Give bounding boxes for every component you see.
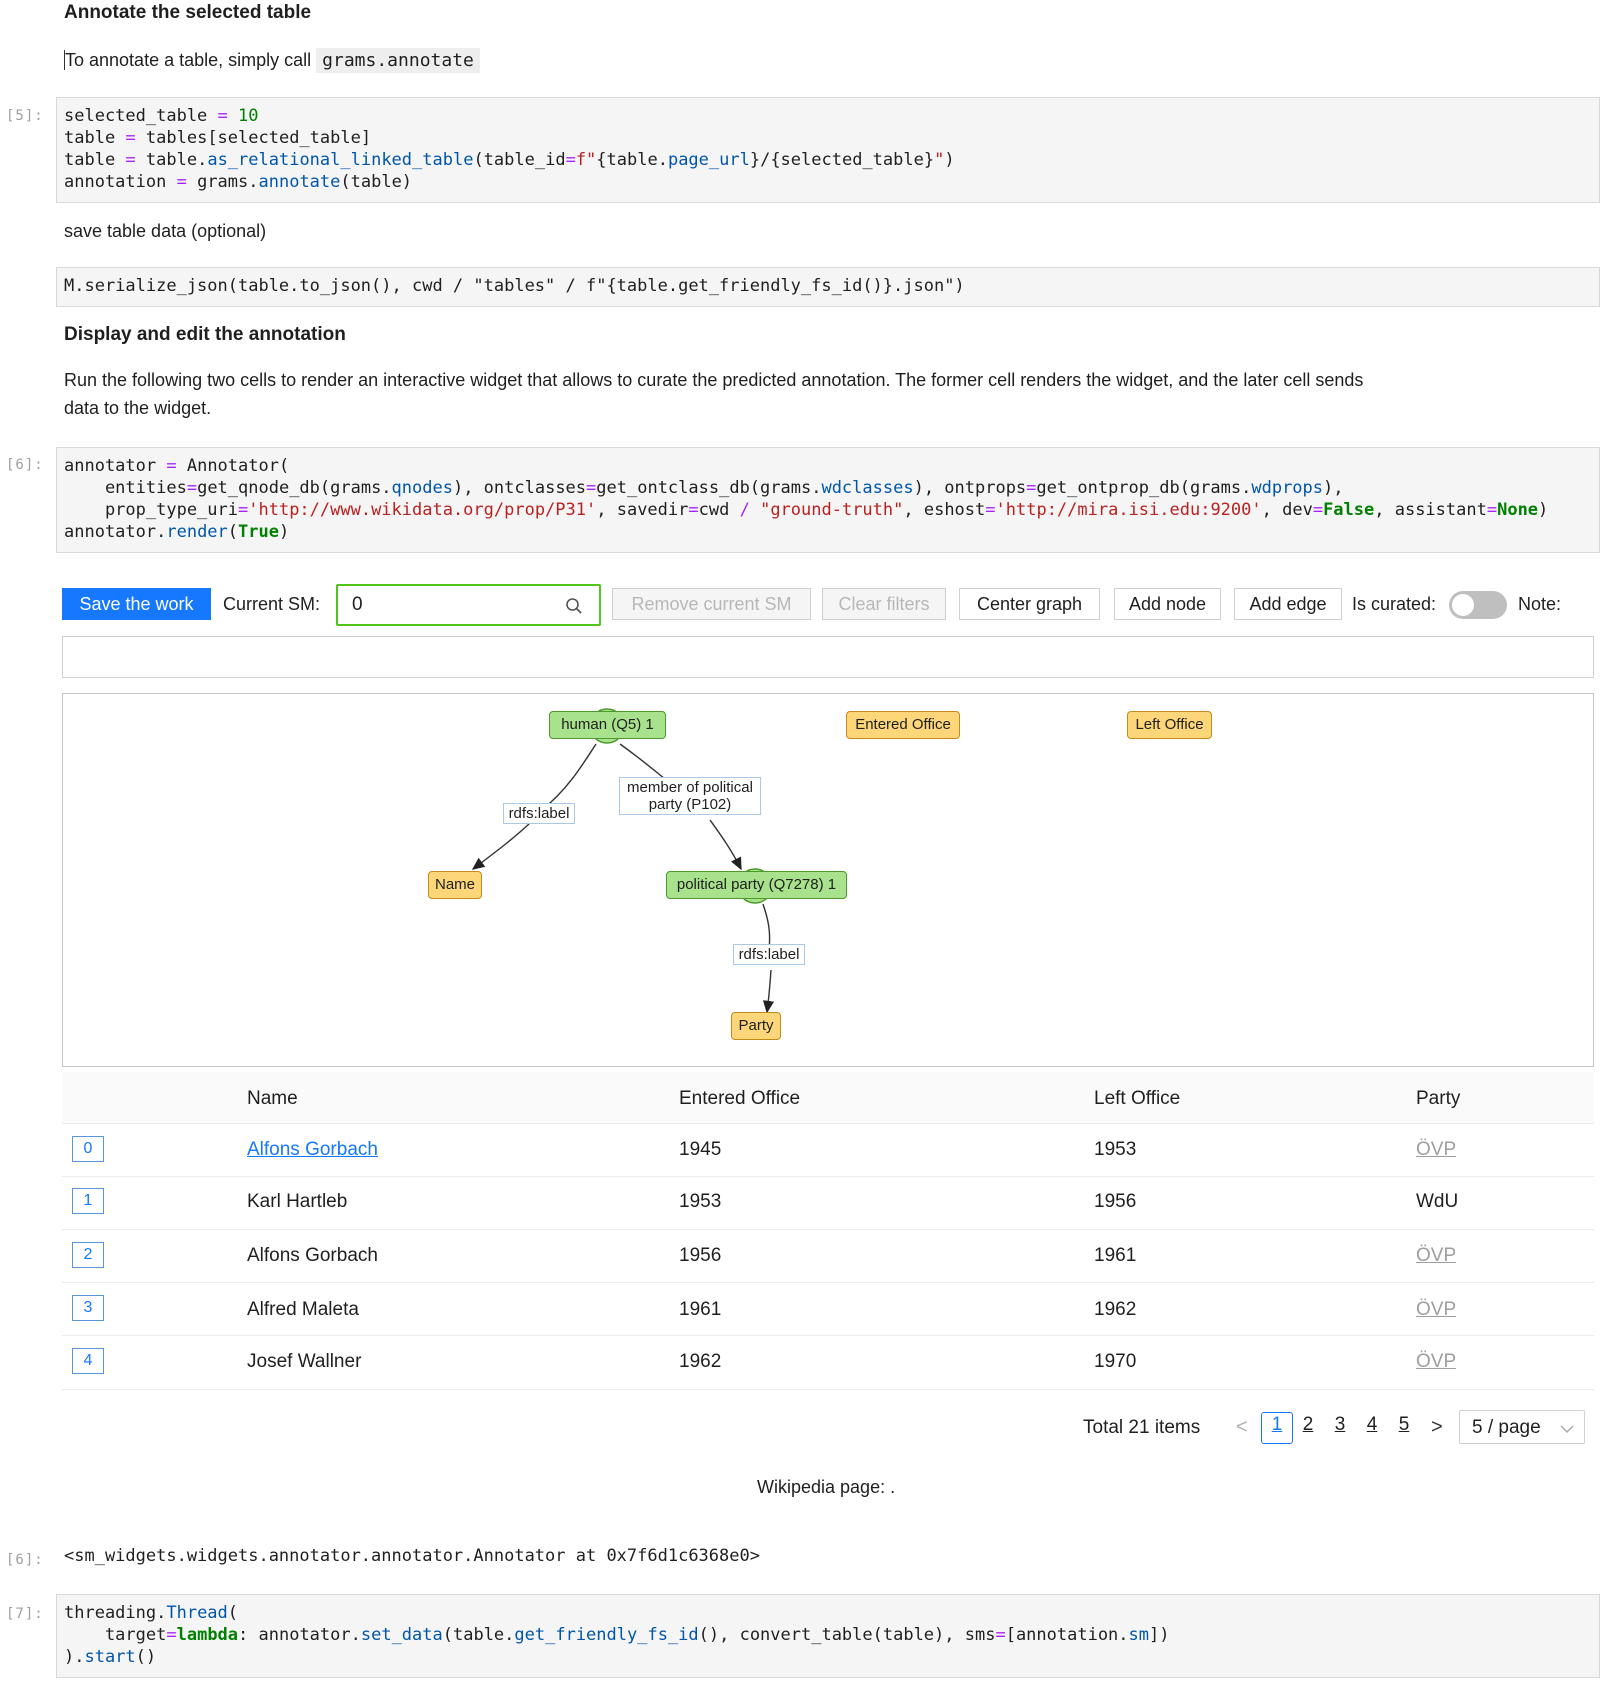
- note-label: Note:: [1518, 594, 1562, 614]
- code-cell-5[interactable]: selected_table = 10 table = tables[selected_table] table = table.as_relational_linked_table(table_id=f"{table.page_url}/{selected_table}") annotation = grams.annotate(table): [56, 97, 1600, 203]
- add-node-button[interactable]: Add node: [1114, 588, 1221, 620]
- cell-left-office: 1962: [1094, 1299, 1137, 1320]
- pagination-page-2[interactable]: 2: [1302, 1414, 1314, 1435]
- row-divider: [62, 1335, 1594, 1336]
- pagination-page-4[interactable]: 4: [1366, 1414, 1378, 1435]
- semantic-model-graph[interactable]: [62, 693, 1594, 1067]
- wikipedia-page-text: Wikipedia page: .: [757, 1477, 896, 1497]
- column-header-entered-office[interactable]: Entered Office: [679, 1088, 801, 1109]
- row-divider: [62, 1123, 1594, 1124]
- display-paragraph: [64, 366, 1594, 422]
- cell-party-link[interactable]: ÖVP: [1416, 1351, 1457, 1372]
- row-index-button[interactable]: 0: [72, 1136, 104, 1162]
- cell-party: WdU: [1416, 1191, 1459, 1212]
- add-edge-button[interactable]: Add edge: [1234, 588, 1342, 620]
- intro-inline-code: grams.annotate: [316, 48, 480, 73]
- row-index-button[interactable]: 3: [72, 1295, 104, 1321]
- row-divider: [62, 1389, 1594, 1390]
- display-paragraph-line2: data to the widget.: [64, 398, 212, 418]
- row-divider: [62, 1176, 1594, 1177]
- cell-name: Josef Wallner: [247, 1351, 362, 1372]
- row-index-button[interactable]: 2: [72, 1242, 104, 1268]
- chevron-down-icon: [1560, 1424, 1574, 1434]
- clear-filters-button[interactable]: Clear filters: [822, 588, 946, 620]
- cell-left-office: 1970: [1094, 1351, 1137, 1372]
- node-left-office[interactable]: Left Office: [1127, 711, 1212, 739]
- row-divider: [62, 1229, 1594, 1230]
- edge-label-rdfs-label[interactable]: rdfs:label: [503, 803, 575, 824]
- save-data-text: save table data (optional): [64, 221, 267, 241]
- node-political-party[interactable]: political party (Q7278) 1: [666, 871, 847, 899]
- edge-label-rdfs-label[interactable]: rdfs:label: [733, 944, 805, 965]
- cell-party-link[interactable]: ÖVP: [1416, 1139, 1457, 1160]
- cell-entered-office: 1962: [679, 1351, 722, 1372]
- edge-member-of-party-end: [710, 820, 741, 869]
- search-icon[interactable]: [565, 597, 583, 615]
- intro-text: To annotate a table, simply call: [65, 50, 312, 70]
- row-divider: [62, 1282, 1594, 1283]
- cell-entered-office: 1953: [679, 1191, 722, 1212]
- is-curated-toggle[interactable]: [1449, 591, 1507, 619]
- edge-rdfs-label-2: [763, 904, 770, 949]
- cell-left-office: 1961: [1094, 1245, 1137, 1266]
- output-text: <sm_widgets.widgets.annotator.annotator.Annotator at 0x7f6d1c6368e0>: [64, 1546, 760, 1566]
- cell-name: Karl Hartleb: [247, 1191, 348, 1212]
- code-cell-serialize[interactable]: M.serialize_json(table.to_json(), cwd / "tables" / f"{table.get_friendly_fs_id()}.json"): [56, 267, 1600, 307]
- edge-label-line2: party (P102): [648, 796, 732, 813]
- toggle-knob: [1452, 594, 1474, 616]
- cell-name-link[interactable]: Alfons Gorbach: [247, 1139, 378, 1160]
- section-heading-annotate: Annotate the selected table: [64, 2, 312, 23]
- cell-name: Alfred Maleta: [247, 1299, 359, 1320]
- column-header-name[interactable]: Name: [247, 1088, 298, 1109]
- current-sm-input[interactable]: [336, 584, 601, 626]
- pagination-page-3[interactable]: 3: [1334, 1414, 1346, 1435]
- pagination-page-5[interactable]: 5: [1398, 1414, 1410, 1435]
- section-heading-display: Display and edit the annotation: [64, 324, 346, 345]
- code-cell-7[interactable]: threading.Thread( target=lambda: annotator.set_data(table.get_friendly_fs_id(), convert_table(table), sms=[annotation.sm]) ).start(): [56, 1594, 1600, 1678]
- row-index-button[interactable]: 1: [72, 1188, 104, 1214]
- column-header-party[interactable]: Party: [1416, 1088, 1461, 1109]
- node-entered-office[interactable]: Entered Office: [846, 711, 960, 739]
- code-cell-6[interactable]: annotator = Annotator( entities=get_qnode_db(grams.qnodes), ontclasses=get_ontclass_db(grams.wdclasses), ontprops=get_ontprop_db(grams.wdprops), prop_type_uri='http://www.wikidata.org/prop/P31', savedir=cwd / "ground-truth", eshost='http://mira.isi.edu:9200', dev=False, assistant=None) annotator.render(True): [56, 447, 1600, 553]
- cell-left-office: 1953: [1094, 1139, 1137, 1160]
- cell-party-link[interactable]: ÖVP: [1416, 1245, 1457, 1266]
- node-name[interactable]: Name: [428, 871, 482, 899]
- node-party[interactable]: Party: [731, 1012, 781, 1040]
- pagination-total: Total 21 items: [1083, 1417, 1201, 1438]
- remove-current-sm-button[interactable]: Remove current SM: [612, 588, 811, 620]
- cell-prompt: [7]:: [6, 1606, 44, 1622]
- cell-prompt: [5]:: [6, 108, 44, 124]
- output-prompt: [6]:: [6, 1552, 44, 1568]
- intro-paragraph: [64, 46, 480, 75]
- node-human[interactable]: human (Q5) 1: [549, 711, 666, 739]
- current-sm-value: 0: [352, 594, 363, 615]
- cell-party-link[interactable]: ÖVP: [1416, 1299, 1457, 1320]
- column-header-left-office[interactable]: Left Office: [1094, 1088, 1181, 1109]
- pagination-page-1[interactable]: 1: [1271, 1414, 1283, 1435]
- page-size-value: 5 / page: [1472, 1417, 1541, 1438]
- cell-entered-office: 1945: [679, 1139, 722, 1160]
- note-input[interactable]: [62, 636, 1594, 678]
- center-graph-button[interactable]: Center graph: [959, 588, 1100, 620]
- edge-rdfs-label-1-end: [473, 823, 530, 869]
- cell-prompt: [6]:: [6, 457, 44, 473]
- page-size-select[interactable]: [1459, 1410, 1585, 1444]
- edge-label-member-of-party[interactable]: [619, 777, 761, 815]
- is-curated-label: Is curated:: [1352, 594, 1437, 614]
- row-index-button[interactable]: 4: [72, 1348, 104, 1374]
- current-sm-label: Current SM:: [223, 594, 321, 614]
- display-paragraph-line1: Run the following two cells to render an interactive widget that allows to curate the predicted annotation. The former cell renders the widget, and the later cell sends: [64, 370, 1364, 390]
- cell-left-office: 1956: [1094, 1191, 1137, 1212]
- edge-rdfs-label-1: [543, 744, 596, 809]
- pagination-prev-icon[interactable]: <: [1236, 1416, 1248, 1438]
- save-work-button[interactable]: Save the work: [62, 588, 211, 620]
- cell-entered-office: 1961: [679, 1299, 722, 1320]
- cell-entered-office: 1956: [679, 1245, 722, 1266]
- pagination-next-icon[interactable]: >: [1431, 1416, 1443, 1438]
- cell-name: Alfons Gorbach: [247, 1245, 378, 1266]
- edge-rdfs-label-2-end: [767, 970, 771, 1012]
- edge-label-line1: member of political: [627, 779, 753, 796]
